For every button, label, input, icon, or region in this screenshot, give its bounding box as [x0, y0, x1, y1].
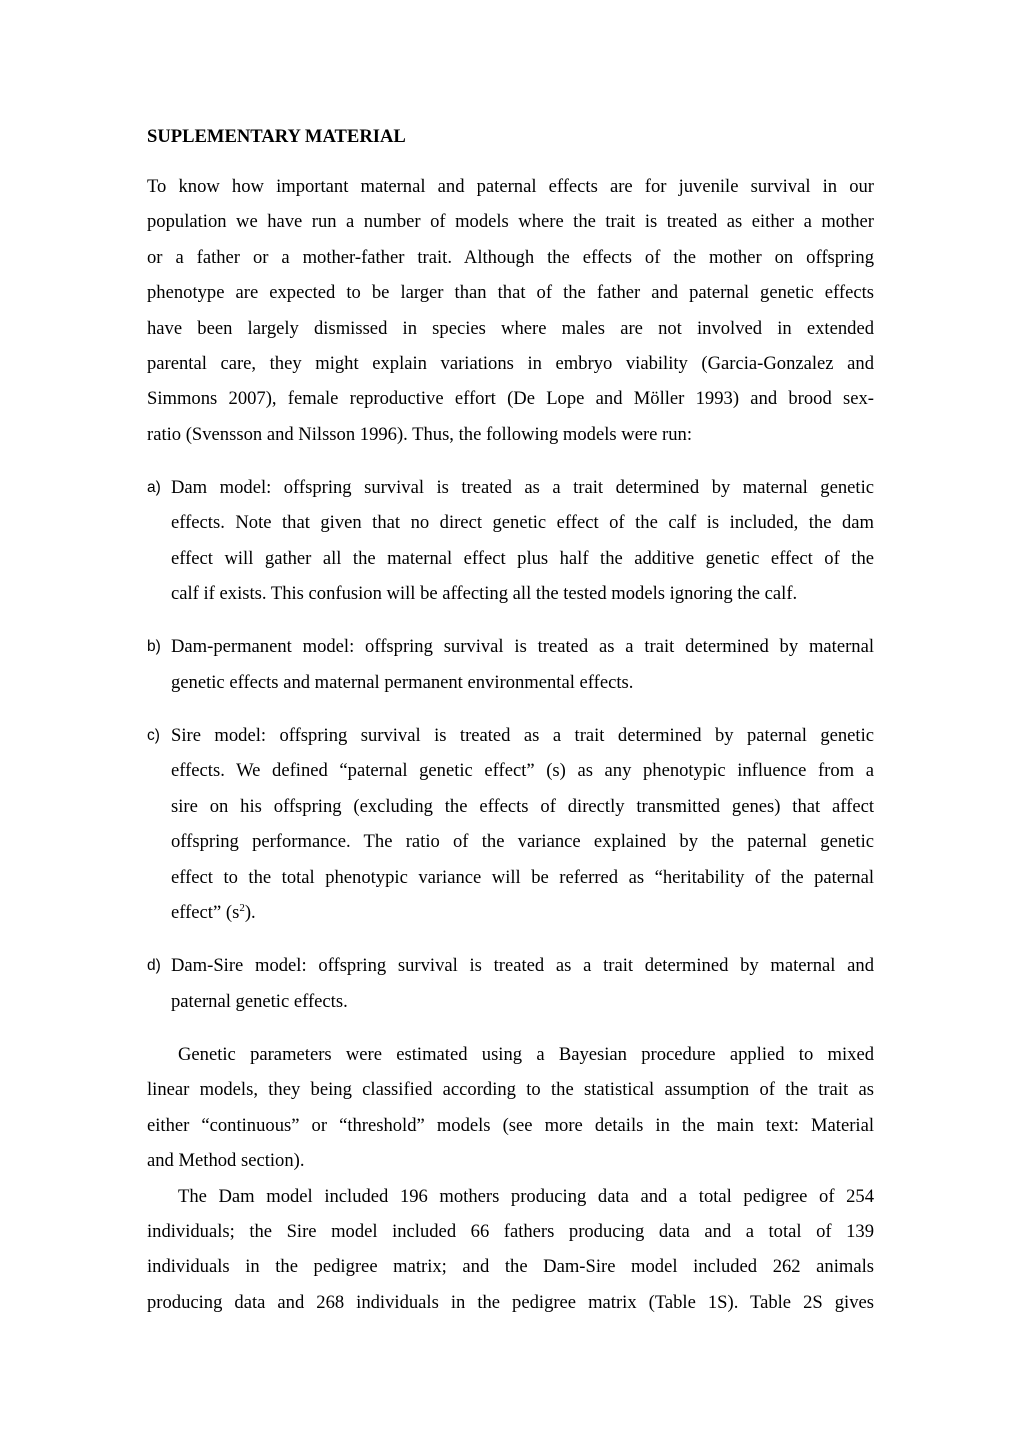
text-line: linear models, they being classified according to the statistical assumption of the trait as [147, 1079, 874, 1101]
model-list-item [147, 629, 874, 700]
text-line: parental care, they might explain variations in embryo viability (Garcia-Gonzalez and [147, 353, 874, 375]
text-fragment: ). [244, 902, 256, 924]
text-line: genetic effects and maternal permanent environmental effects. [171, 671, 634, 693]
body-paragraph [147, 1037, 874, 1179]
text-line: effects. Note that given that no direct genetic effect of the calf is included, the dam [171, 512, 874, 534]
model-list-item [147, 718, 874, 930]
list-item-label: a) [147, 479, 161, 497]
text-line: producing data and 268 individuals in the pedigree matrix (Table 1S). Table 2S gives [147, 1291, 874, 1313]
text-line: individuals; the Sire model included 66 fathers producing data and a total of 139 [147, 1220, 874, 1242]
text-line: have been largely dismissed in species where males are not involved in extended [147, 317, 874, 339]
text-line: ratio (Svensson and Nilsson 1996). Thus, the following models were run: [147, 423, 693, 445]
superscript: 2 [239, 902, 245, 915]
text-line: Genetic parameters were estimated using a Bayesian procedure applied to mixed [178, 1043, 874, 1065]
list-item-label: c) [147, 727, 160, 745]
text-line: To know how important maternal and paternal effects are for juvenile survival in our [147, 176, 874, 197]
text-line: Dam-Sire model: offspring survival is treated as a trait determined by maternal and [171, 955, 874, 977]
text-line: population we have run a number of models where the trait is treated as either a mother [147, 211, 874, 233]
model-list-item [147, 470, 874, 612]
text-line: effects. We defined “paternal genetic effect” (s) as any phenotypic influence from a [171, 760, 874, 782]
text-fragment: effect” (s [171, 902, 240, 924]
text-line: effect to the total phenotypic variance will be referred as “heritability of the paternal [171, 866, 874, 888]
text-line [171, 895, 874, 930]
text-line: calf if exists. This confusion will be affecting all the tested models ignoring the calf. [171, 583, 798, 605]
list-item-label: b) [147, 638, 161, 656]
text-line: phenotype are expected to be larger than that of the father and paternal genetic effects [147, 282, 874, 304]
text-line: individuals in the pedigree matrix; and the Dam-Sire model included 262 animals [147, 1256, 874, 1278]
text-line: and Method section). [147, 1150, 305, 1172]
intro-paragraph [147, 169, 874, 452]
text-line: effect will gather all the maternal effect plus half the additive genetic effect of the [171, 547, 874, 569]
text-line: sire on his offspring (excluding the effects of directly transmitted genes) that affect [171, 795, 874, 817]
text-line: or a father or a mother-father trait. Although the effects of the mother on offspring [147, 246, 874, 268]
text-line: Sire model: offspring survival is treated as a trait determined by paternal genetic [171, 725, 874, 747]
text-line: either “continuous” or “threshold” models (see more details in the main text: Material [147, 1114, 874, 1136]
text-line: paternal genetic effects. [171, 990, 348, 1012]
document-title: SUPLEMENTARY MATERIAL [147, 126, 406, 147]
text-line: Simmons 2007), female reproductive effort (De Lope and Möller 1993) and brood sex- [147, 388, 874, 410]
methods-paragraphs [147, 1037, 874, 1320]
model-list [147, 470, 874, 1019]
document-page [147, 119, 874, 1320]
text-line: Dam-permanent model: offspring survival is treated as a trait determined by maternal [171, 636, 874, 658]
model-list-item [147, 948, 874, 1019]
text-line: The Dam model included 196 mothers producing data and a total pedigree of 254 [178, 1185, 874, 1207]
list-item-label: d) [147, 957, 161, 975]
text-line: offspring performance. The ratio of the variance explained by the paternal genetic [171, 831, 874, 853]
text-line: Dam model: offspring survival is treated as a trait determined by maternal genetic [171, 477, 874, 499]
body-paragraph [147, 1179, 874, 1321]
